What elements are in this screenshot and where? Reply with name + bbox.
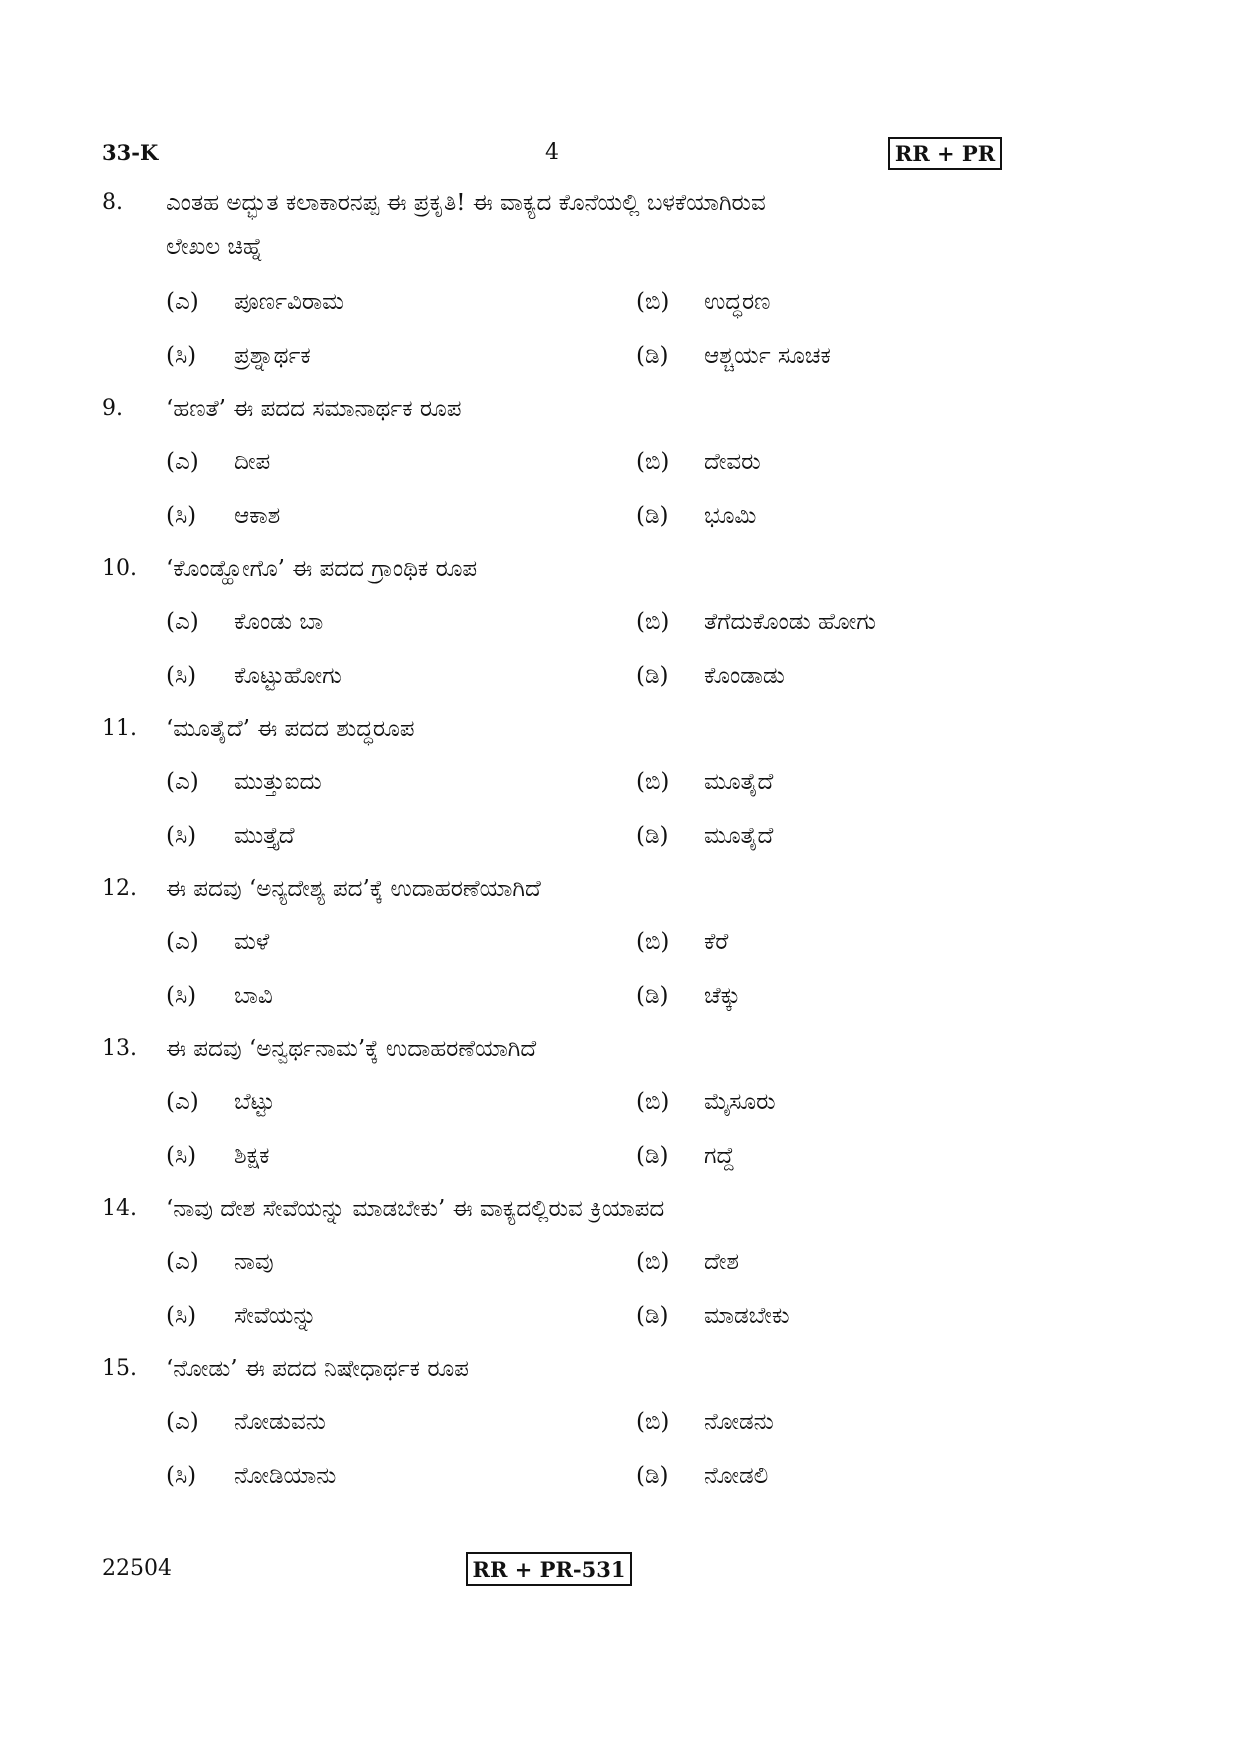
- header-box-label: RR + PR: [888, 137, 1002, 170]
- option-text: ಗದ್ದೆ: [704, 1143, 735, 1169]
- option-text: ನಾವು: [234, 1249, 274, 1275]
- option-label: (ಸಿ): [166, 1143, 197, 1169]
- option-text: ದೀಪ: [234, 449, 271, 475]
- option-text: ಬೆಟ್ಟು: [234, 1089, 275, 1115]
- question-text: ಎಂತಹ ಅದ್ಭುತ ಕಲಾಕಾರನಪ್ಪ ಈ ಪ್ರಕೃತಿ! ಈ ವಾಕ್ಯದ ಕೊನೆಯಲ್ಲಿ ಬಳಕೆಯಾಗಿರುವ: [166, 190, 766, 216]
- option-label: (ಡಿ): [636, 823, 669, 849]
- option-c[interactable]: [166, 336, 311, 376]
- option-label: (ಸಿ): [166, 1463, 197, 1489]
- option-text: ಆಕಾಶ: [234, 503, 281, 529]
- option-text: ಪ್ರಶ್ನಾರ್ಥಕ: [234, 343, 311, 369]
- option-c[interactable]: [166, 496, 280, 536]
- option-b[interactable]: [636, 1242, 739, 1282]
- option-label: (ಬಿ): [636, 609, 670, 635]
- option-c[interactable]: [166, 976, 273, 1016]
- option-b[interactable]: [636, 1402, 774, 1442]
- question-number: 11.: [102, 716, 137, 741]
- option-a[interactable]: [166, 442, 270, 482]
- question-text-line2: ಲೇಖಲ ಚಿಹ್ನೆ: [166, 234, 263, 260]
- option-label: (ಸಿ): [166, 663, 197, 689]
- option-text: ಪೂರ್ಣವಿರಾಮ: [234, 289, 344, 315]
- option-text: ಭೂಮಿ: [704, 503, 757, 529]
- option-label: (ಸಿ): [166, 503, 197, 529]
- option-text: ಆಶ್ಚರ್ಯ ಸೂಚಕ: [704, 343, 831, 369]
- option-text: ಮುತ್ತುಐದು: [234, 769, 322, 795]
- option-label: (ಎ): [166, 609, 199, 635]
- option-label: (ಡಿ): [636, 1303, 669, 1329]
- option-label: (ಎ): [166, 1249, 199, 1275]
- option-label: (ಸಿ): [166, 983, 197, 1009]
- option-a[interactable]: [166, 922, 269, 962]
- option-b[interactable]: [636, 442, 761, 482]
- question-number: 9.: [102, 396, 123, 421]
- option-b[interactable]: [636, 1082, 776, 1122]
- option-text: ಮೂತೈದೆ: [704, 823, 774, 849]
- option-a[interactable]: [166, 282, 344, 322]
- question-text: ‘ನಾವು ದೇಶ ಸೇವೆಯನ್ನು ಮಾಡಬೇಕು’ ಈ ವಾಕ್ಯದಲ್ಲಿರುವ ಕ್ರಿಯಾಪದ: [166, 1196, 665, 1222]
- option-d[interactable]: [636, 1296, 790, 1336]
- option-label: (ಬಿ): [636, 1409, 670, 1435]
- option-label: (ಬಿ): [636, 289, 670, 315]
- question-text: ಈ ಪದವು ‘ಅನ್ವರ್ಥನಾಮ’ಕ್ಕೆ ಉದಾಹರಣೆಯಾಗಿದೆ: [166, 1036, 537, 1062]
- question-number: 13.: [102, 1036, 137, 1061]
- option-label: (ಡಿ): [636, 1463, 669, 1489]
- question-number: 12.: [102, 876, 137, 901]
- option-c[interactable]: [166, 1296, 317, 1336]
- option-text: ಚೆಕ್ಕು: [704, 983, 741, 1009]
- option-label: (ಬಿ): [636, 449, 670, 475]
- option-d[interactable]: [636, 1456, 768, 1496]
- option-text: ನೋಡನು: [704, 1409, 774, 1435]
- option-b[interactable]: [636, 922, 728, 962]
- option-label: (ಎ): [166, 769, 199, 795]
- option-a[interactable]: [166, 1082, 275, 1122]
- option-label: (ಎ): [166, 1409, 199, 1435]
- option-b[interactable]: [636, 762, 773, 802]
- option-text: ಮೈಸೂರು: [704, 1089, 776, 1115]
- option-text: ದೇವರು: [704, 449, 761, 475]
- paper-code: 33-K: [102, 140, 159, 165]
- option-label: (ಬಿ): [636, 769, 670, 795]
- question-number: 10.: [102, 556, 137, 581]
- option-text: ಉದ್ಧರಣ: [704, 289, 771, 315]
- option-label: (ಸಿ): [166, 1303, 197, 1329]
- option-label: (ಎ): [166, 449, 199, 475]
- option-label: (ಎ): [166, 929, 199, 955]
- footer-code: 22504: [102, 1556, 172, 1581]
- option-label: (ಎ): [166, 289, 199, 315]
- option-label: (ಡಿ): [636, 663, 669, 689]
- page-number: 4: [545, 140, 559, 165]
- option-text: ಕೊಟ್ಟುಹೋಗು: [234, 663, 342, 689]
- option-d[interactable]: [636, 1136, 734, 1176]
- question-text: ‘ನೋಡು’ ಈ ಪದದ ನಿಷೇಧಾರ್ಥಕ ರೂಪ: [166, 1356, 469, 1382]
- option-label: (ಬಿ): [636, 1089, 670, 1115]
- option-label: (ಡಿ): [636, 503, 669, 529]
- option-label: (ಸಿ): [166, 823, 197, 849]
- option-text: ನೋಡಲಿ: [704, 1463, 769, 1489]
- option-c[interactable]: [166, 1136, 269, 1176]
- option-label: (ಡಿ): [636, 1143, 669, 1169]
- option-text: ಮೂತೈದೆ: [704, 769, 774, 795]
- option-a[interactable]: [166, 1242, 274, 1282]
- option-c[interactable]: [166, 1456, 336, 1496]
- option-text: ಸೇವೆಯನ್ನು: [234, 1303, 317, 1329]
- option-c[interactable]: [166, 656, 342, 696]
- option-label: (ಡಿ): [636, 343, 669, 369]
- option-text: ಮಾಡಬೇಕು: [704, 1303, 790, 1329]
- option-b[interactable]: [636, 602, 876, 642]
- option-d[interactable]: [636, 336, 831, 376]
- option-text: ಕೊಂಡಾಡು: [704, 663, 785, 689]
- option-text: ಶಿಕ್ಷಕ: [234, 1143, 270, 1169]
- question-text: ‘ಕೊಂಡ್ಹೋಗೊ’ ಈ ಪದದ ಗ್ರಾಂಥಿಕ ರೂಪ: [166, 556, 478, 582]
- option-a[interactable]: [166, 602, 323, 642]
- option-d[interactable]: [636, 496, 756, 536]
- option-label: (ಎ): [166, 1089, 199, 1115]
- question-number: 14.: [102, 1196, 137, 1221]
- option-d[interactable]: [636, 976, 740, 1016]
- option-b[interactable]: [636, 282, 771, 322]
- footer-box-label: RR + PR-531: [466, 1552, 632, 1586]
- option-label: (ಬಿ): [636, 1249, 670, 1275]
- option-a[interactable]: [166, 1402, 326, 1442]
- question-text: ‘ಮೂತೈದೆ’ ಈ ಪದದ ಶುದ್ಧರೂಪ: [166, 716, 415, 742]
- question-number: 8.: [102, 190, 123, 215]
- option-text: ಕೊಂಡು ಬಾ: [234, 609, 324, 635]
- option-c[interactable]: [166, 816, 295, 856]
- question-text: ‘ಹಣತೆ’ ಈ ಪದದ ಸಮಾನಾರ್ಥಕ ರೂಪ: [166, 396, 462, 422]
- option-text: ತೆಗೆದುಕೊಂಡು ಹೋಗು: [704, 609, 876, 635]
- option-label: (ಡಿ): [636, 983, 669, 1009]
- option-text: ಕೆರೆ: [704, 929, 729, 955]
- option-label: (ಬಿ): [636, 929, 670, 955]
- option-label: (ಸಿ): [166, 343, 197, 369]
- option-text: ಮುತ್ತೈದೆ: [234, 823, 295, 849]
- option-text: ನೋಡುವನು: [234, 1409, 326, 1435]
- option-text: ನೋಡಿಯಾನು: [234, 1463, 337, 1489]
- option-text: ಮಳೆ: [234, 929, 270, 955]
- option-d[interactable]: [636, 816, 773, 856]
- option-d[interactable]: [636, 656, 785, 696]
- option-text: ದೇಶ: [704, 1249, 740, 1275]
- question-number: 15.: [102, 1356, 137, 1381]
- option-a[interactable]: [166, 762, 322, 802]
- question-text: ಈ ಪದವು ‘ಅನ್ಯದೇಶ್ಯ ಪದ’ಕ್ಕೆ ಉದಾಹರಣೆಯಾಗಿದೆ: [166, 876, 541, 902]
- option-text: ಬಾವಿ: [234, 983, 273, 1009]
